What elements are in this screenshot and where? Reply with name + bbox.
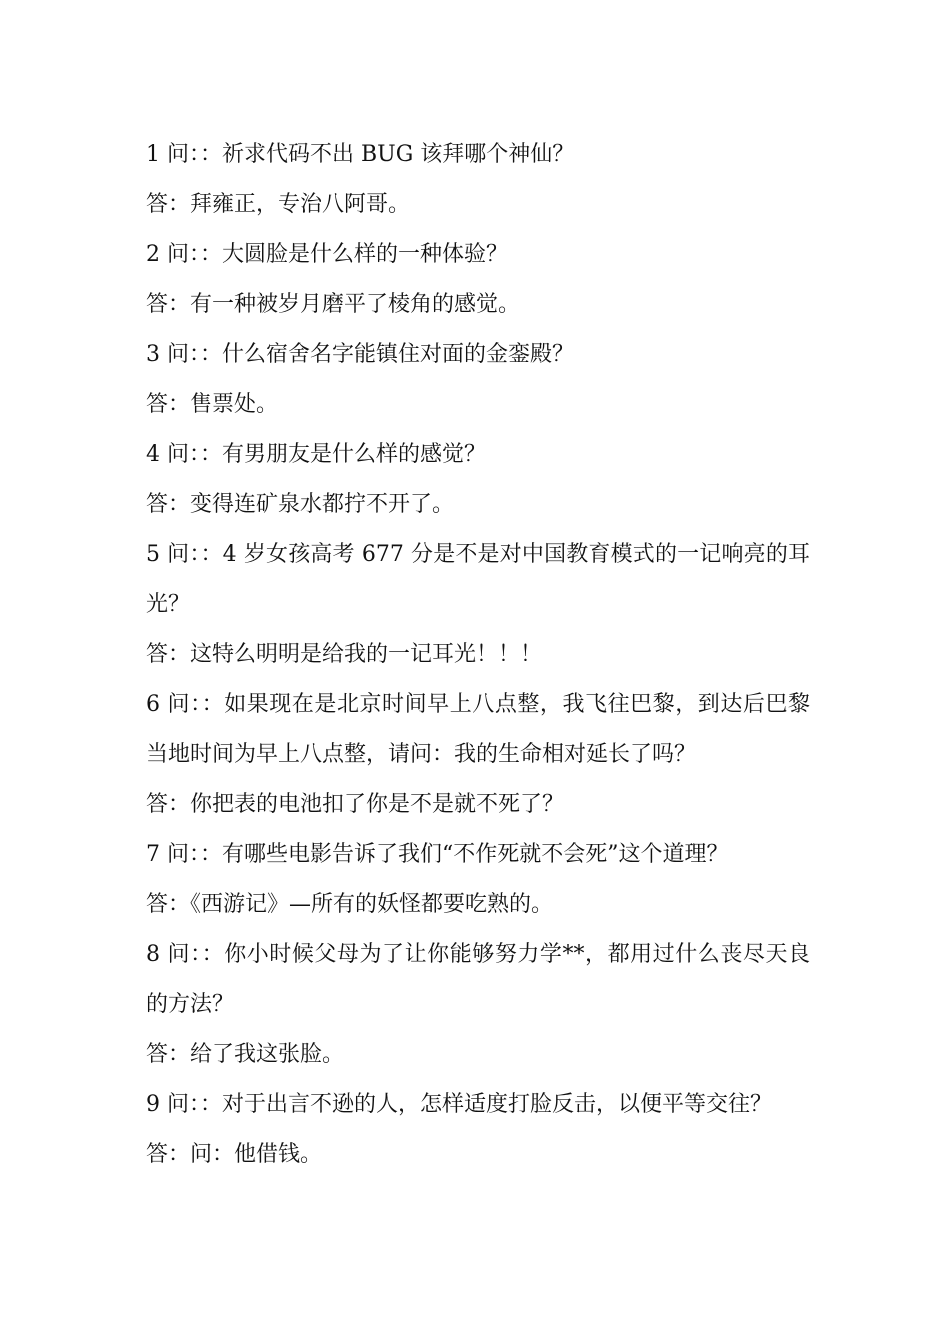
question-9: 9 问：：对于出言不逊的人，怎样适度打脸反击，以便平等交往？: [146, 1092, 772, 1117]
answer-8: 答：给了我这张脸。: [146, 1042, 345, 1067]
answer-9: 答：问：他借钱。: [146, 1142, 323, 1167]
question-2: 2 问：：大圆脸是什么样的一种体验？: [146, 242, 508, 267]
answer-1: 答：拜雍正，专治八阿哥。: [146, 192, 411, 217]
question-6: 6 问：：如果现在是北京时间早上八点整，我飞往巴黎，到达后巴黎当地时间为早上八点整，请问：我的生命相对延长了吗？: [146, 692, 810, 767]
answer-5: 答：这特么明明是给我的一记耳光！！！: [146, 642, 543, 667]
question-7: 7 问：：有哪些电影告诉了我们“不作死就不会死”这个道理？: [146, 842, 729, 867]
question-4: 4 问：：有男朋友是什么样的感觉？: [146, 442, 486, 467]
answer-6: 答：你把表的电池扣了你是不是就不死了？: [146, 792, 565, 817]
answer-4: 答：变得连矿泉水都拧不开了。: [146, 492, 455, 517]
question-8: 8 问：：你小时候父母为了让你能够努力学**，都用过什么丧尽天良的方法？: [146, 942, 810, 1017]
qa-list: [146, 130, 810, 1180]
answer-3: 答：售票处。: [146, 392, 279, 417]
question-5: 5 问：：4 岁女孩高考 677 分是不是对中国教育模式的一记响亮的耳光？: [146, 542, 810, 617]
question-3: 3 问：：什么宿舍名字能镇住对面的金銮殿？: [146, 342, 574, 367]
answer-2: 答：有一种被岁月磨平了棱角的感觉。: [146, 292, 521, 317]
question-1: 1 问：：祈求代码不出 BUG 该拜哪个神仙？: [146, 142, 575, 167]
answer-7: 答：《西游记》—所有的妖怪都要吃熟的。: [146, 892, 554, 917]
